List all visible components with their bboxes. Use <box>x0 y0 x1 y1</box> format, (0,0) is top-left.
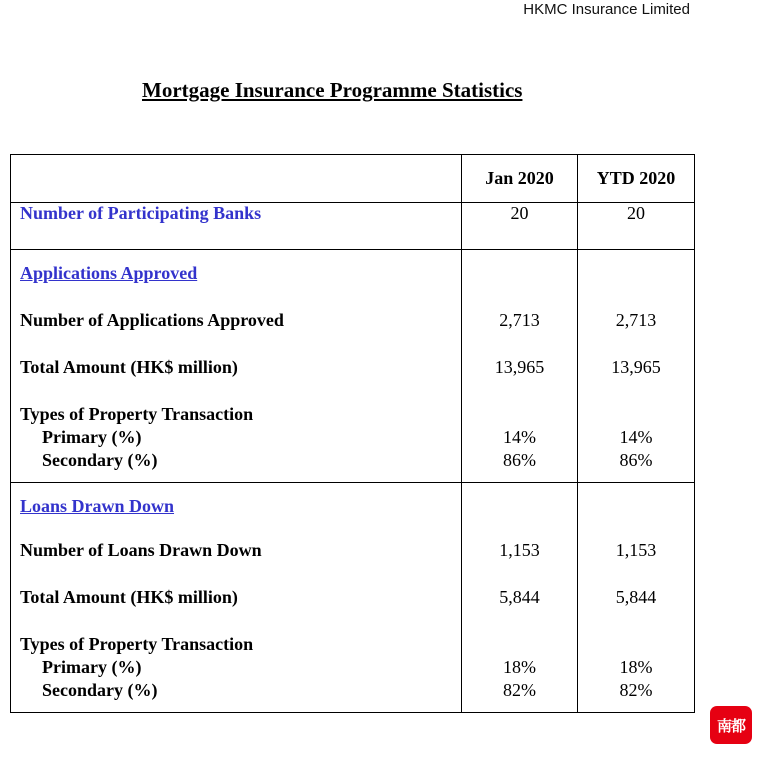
loans-ytd-values <box>578 483 695 713</box>
loans-amount-label: Total Amount (HK$ million) <box>20 587 238 607</box>
applications-section <box>11 250 695 483</box>
applications-primary-ytd: 14% <box>619 427 653 447</box>
loans-count-jan: 1,153 <box>499 540 540 560</box>
column-header-ytd: YTD 2020 <box>578 155 695 203</box>
applications-ytd-values <box>578 250 695 483</box>
applications-count-label: Number of Applications Approved <box>20 310 284 330</box>
loans-primary-label: Primary (%) <box>42 657 142 677</box>
statistics-table <box>10 154 695 713</box>
page-title: Mortgage Insurance Programme Statistics <box>142 78 523 102</box>
loans-section <box>11 483 695 713</box>
loans-secondary-jan: 82% <box>503 680 536 700</box>
loans-count-ytd: 1,153 <box>615 540 657 560</box>
header-empty-cell <box>11 155 462 203</box>
applications-secondary-ytd: 86% <box>619 450 653 470</box>
loans-count-label: Number of Loans Drawn Down <box>20 540 262 560</box>
loans-secondary-ytd: 82% <box>619 680 653 700</box>
loans-jan-values <box>462 483 578 713</box>
loans-amount-ytd: 5,844 <box>615 587 657 607</box>
loans-labels <box>11 483 462 713</box>
applications-count-ytd: 2,713 <box>615 310 657 330</box>
loans-primary-ytd: 18% <box>619 657 653 677</box>
column-header-jan: Jan 2020 <box>462 155 578 203</box>
applications-count-jan: 2,713 <box>499 310 540 330</box>
participating-banks-jan: 20 <box>462 203 578 250</box>
loans-primary-jan: 18% <box>503 657 536 677</box>
loans-amount-jan: 5,844 <box>499 587 540 607</box>
applications-secondary-label: Secondary (%) <box>42 450 158 470</box>
loans-section-title: Loans Drawn Down <box>20 496 175 516</box>
applications-primary-label: Primary (%) <box>42 427 142 447</box>
applications-amount-ytd: 13,965 <box>611 357 661 377</box>
applications-types-label: Types of Property Transaction <box>20 404 254 424</box>
participating-banks-row <box>11 203 695 250</box>
applications-labels <box>11 250 462 483</box>
applications-primary-jan: 14% <box>503 427 536 447</box>
loans-types-label: Types of Property Transaction <box>20 634 254 654</box>
loans-secondary-label: Secondary (%) <box>42 680 158 700</box>
applications-amount-jan: 13,965 <box>494 357 545 377</box>
applications-amount-label: Total Amount (HK$ million) <box>20 357 238 377</box>
applications-section-title: Applications Approved <box>20 263 198 283</box>
company-name: HKMC Insurance Limited <box>523 1 690 18</box>
participating-banks-label: Number of Participating Banks <box>11 203 462 250</box>
applications-jan-values <box>462 250 578 483</box>
participating-banks-ytd: 20 <box>578 203 695 250</box>
watermark-logo: 南都 <box>710 706 752 744</box>
applications-secondary-jan: 86% <box>503 450 536 470</box>
table-header-row <box>11 155 695 203</box>
